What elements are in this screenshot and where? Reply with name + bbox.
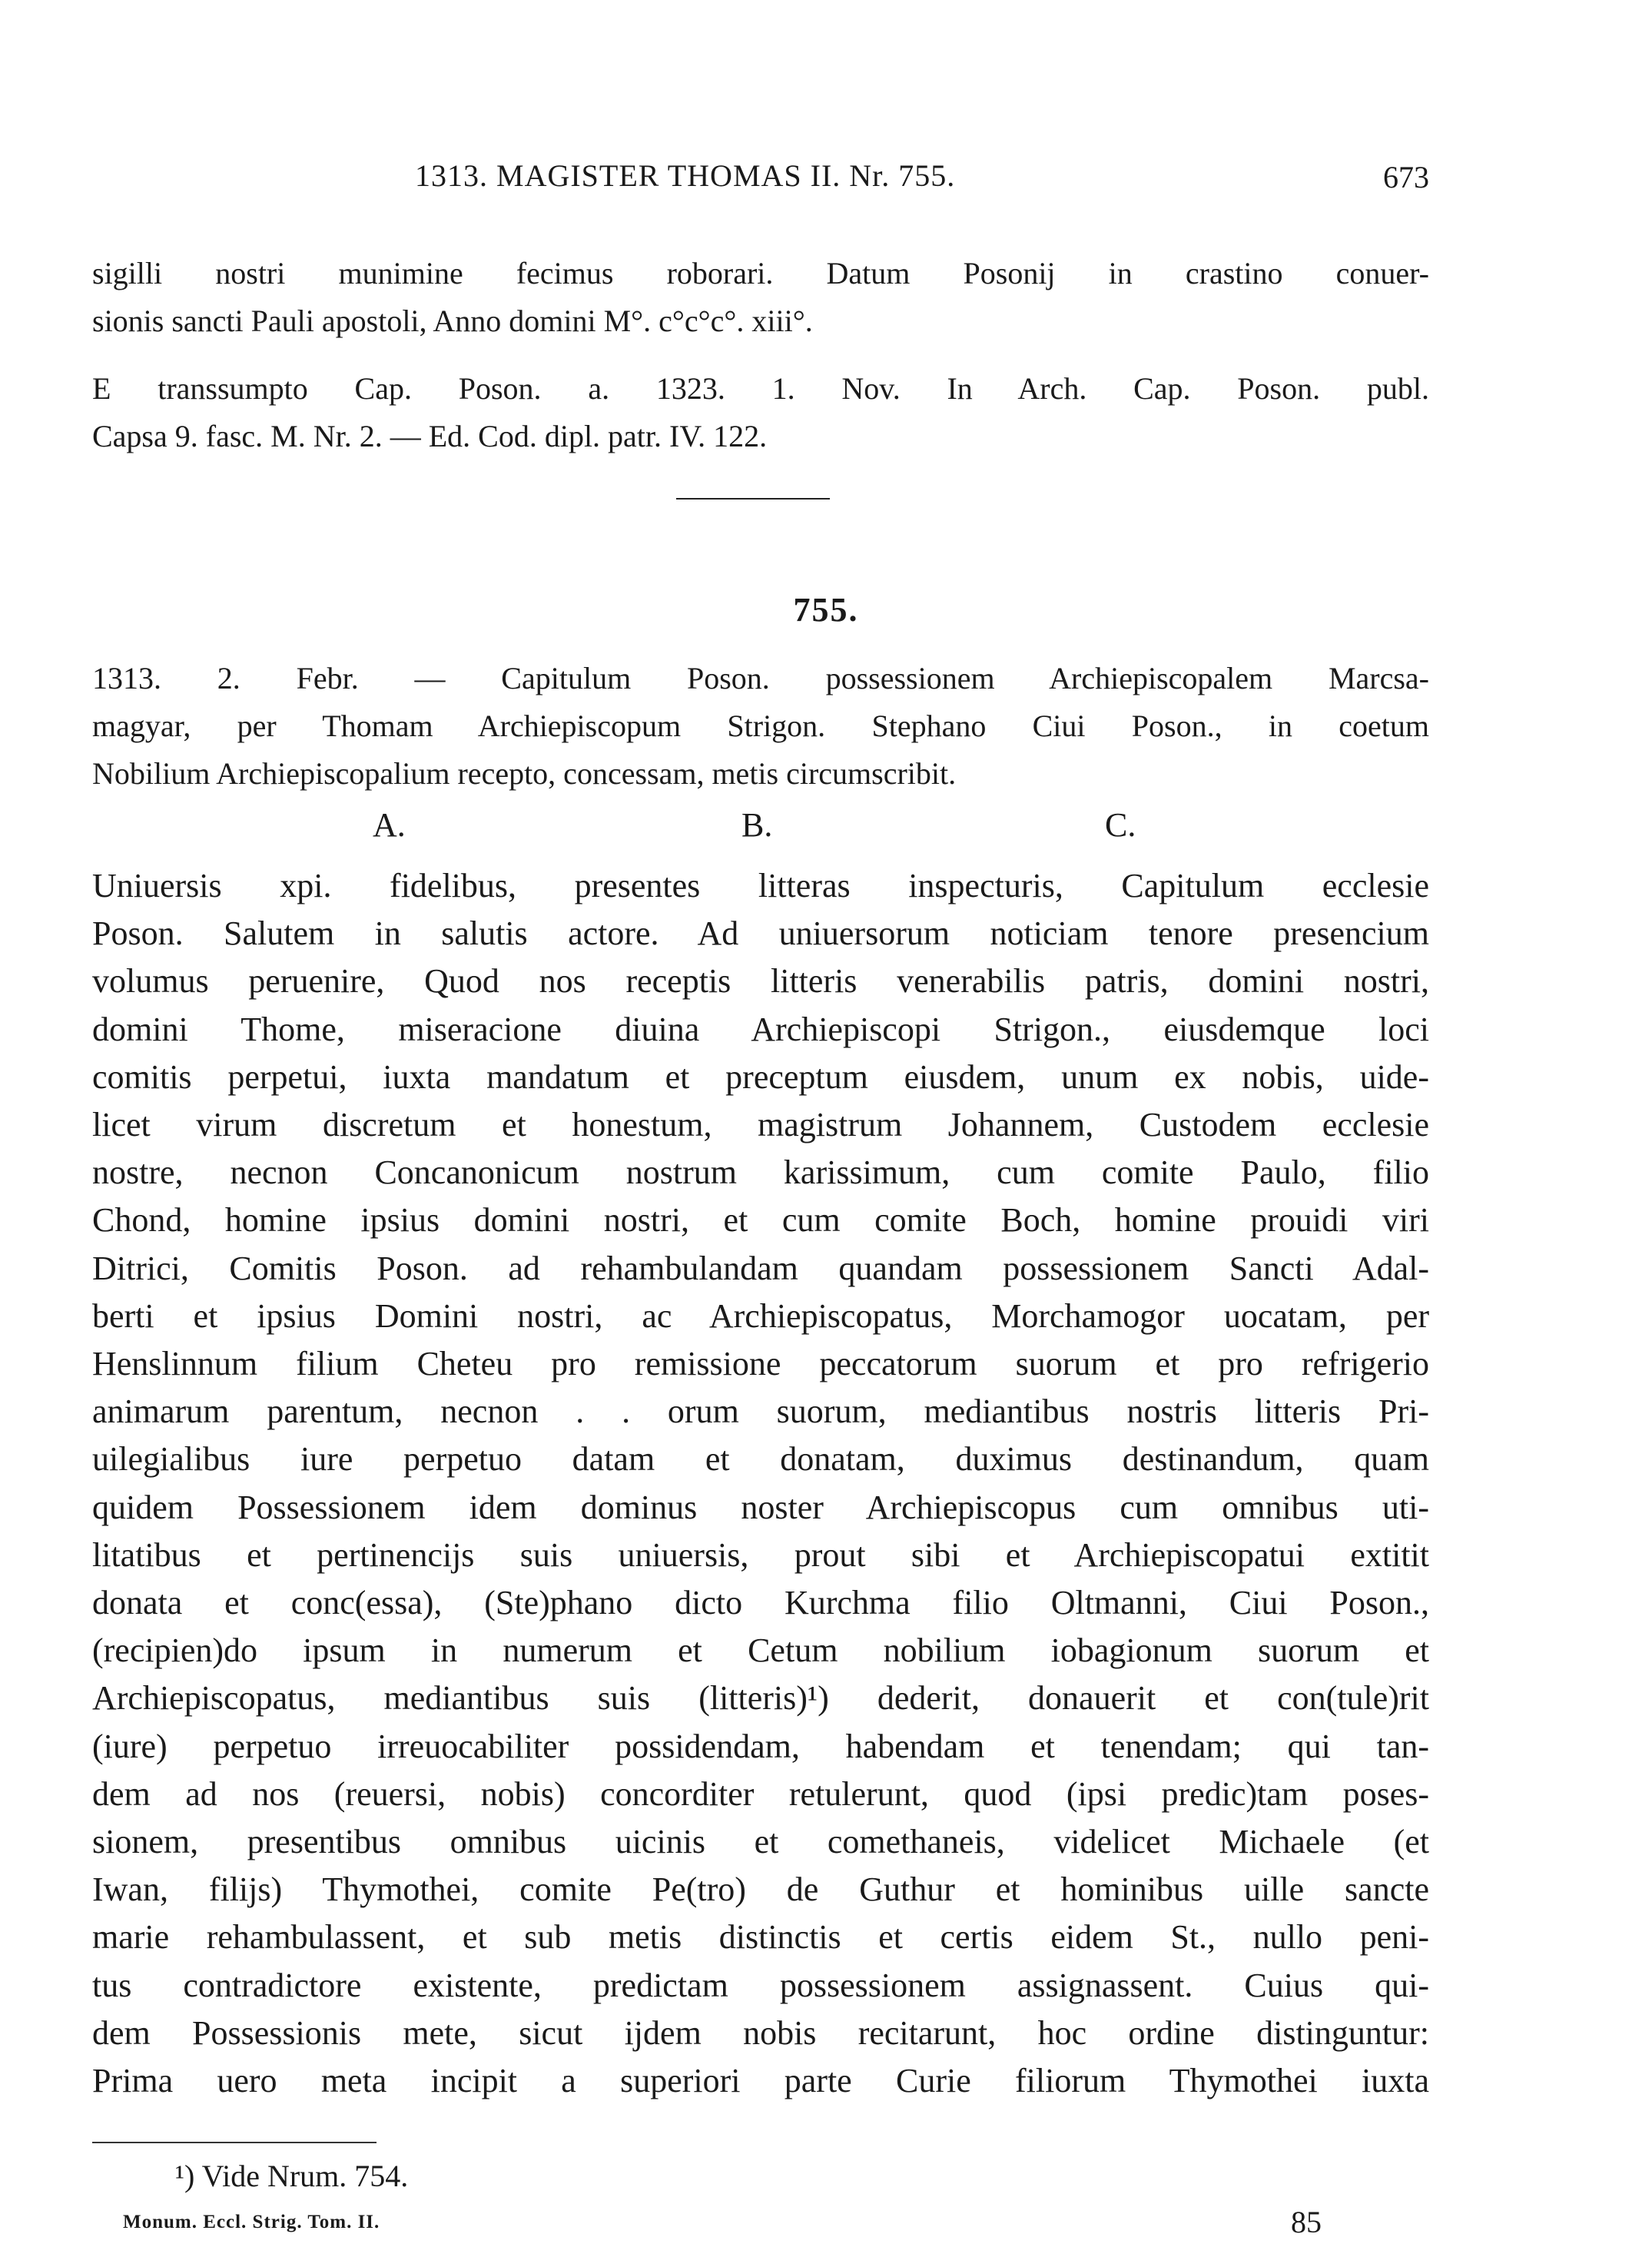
- regest: [92, 655, 1429, 798]
- text-line: animarum parentum, necnon . . orum suorum, mediantibus nostris litteris Pri-: [92, 1392, 1429, 1431]
- footnote-rule: [92, 2142, 377, 2143]
- text-line: Chond, homine ipsius domini nostri, et cum comite Boch, homine prouidi viri: [92, 1201, 1429, 1240]
- text-line: tus contradictore existente, predictam possessionem assignassent. Cuius qui-: [92, 1966, 1429, 2004]
- text-line: marie rehambulassent, et sub metis distinctis et certis eidem St., nullo peni-: [92, 1918, 1429, 1957]
- text-line: Uniuersis xpi. fidelibus, presentes litteras inspecturis, Capitulum ecclesie: [92, 867, 1429, 904]
- witness-label: C.: [1105, 806, 1136, 844]
- section-divider: [676, 498, 830, 500]
- continuation-text: [92, 250, 1429, 345]
- text-line: Prima uero meta incipit a superiori parte Curie filiorum Thymothei iuxta: [92, 2062, 1429, 2100]
- text-line: Poson. Salutem in salutis actore. Ad uniuersorum noticiam tenore presencium: [92, 914, 1429, 953]
- text-line: sionis sancti Pauli apostoli, Anno domini M°. c°c°c°. xiii°.: [92, 304, 813, 338]
- text-line: (recipien)do ipsum in numerum et Cetum nobilium iobagionum suorum et: [92, 1631, 1429, 1670]
- text-line: dem ad nos (reuersi, nobis) concorditer retulerunt, quod (ipsi predic)tam poses-: [92, 1774, 1429, 1813]
- text-line: Nobilium Archiepiscopalium recepto, concessam, metis circumscribit.: [92, 756, 957, 791]
- text-line: sigilli nostri munimine fecimus roborari. Datum Posonij in crastino conuer-: [92, 256, 1429, 290]
- text-line: uilegialibus iure perpetuo datam et donatam, duximus destinandum, quam: [92, 1440, 1429, 1479]
- footnote: [175, 2158, 408, 2194]
- folio-number: 85: [1291, 2205, 1322, 2239]
- text-line: quidem Possessionem idem dominus noster Archiepiscopus cum omnibus uti-: [92, 1488, 1429, 1526]
- text-line: Capsa 9. fasc. M. Nr. 2. — Ed. Cod. dipl. patr. IV. 122.: [92, 419, 768, 453]
- page-number: 673: [1383, 160, 1429, 194]
- text-line: Ditrici, Comitis Poson. ad rehambulandam quandam possessionem Sancti Adal-: [92, 1249, 1429, 1287]
- footnote-text: Vide Nrum. 754.: [201, 2159, 409, 2193]
- text-line: domini Thome, miseracione diuina Archiepiscopi Strigon., eiusdemque loci: [92, 1010, 1429, 1048]
- witness-label: B.: [741, 806, 773, 844]
- charter-body: [92, 862, 1429, 2105]
- text-line: litatibus et pertinencijs suis uniuersis, prout sibi et Archiepiscopatui extitit: [92, 1535, 1429, 1574]
- footnote-marker: ¹): [175, 2159, 195, 2193]
- source-note: [92, 365, 1429, 460]
- text-line: donata et conc(essa), (Ste)phano dicto Kurchma filio Oltmanni, Ciui Poson.,: [92, 1584, 1429, 1622]
- text-line: Archiepiscopatus, mediantibus suis (litteris)¹) dederit, donauerit et con(tule)rit: [92, 1679, 1429, 1718]
- text-line: sionem, presentibus omnibus uicinis et comethaneis, videlicet Michaele (et: [92, 1823, 1429, 1861]
- text-line: nostre, necnon Concanonicum nostrum karissimum, cum comite Paulo, filio: [92, 1153, 1429, 1192]
- text-line: comitis perpetui, iuxta mandatum et preceptum eiusdem, unum ex nobis, uide-: [92, 1057, 1429, 1096]
- text-line: magyar, per Thomam Archiepiscopum Strigon. Stephano Ciui Poson., in coetum: [92, 709, 1429, 743]
- text-line: licet virum discretum et honestum, magistrum Johannem, Custodem ecclesie: [92, 1106, 1429, 1144]
- text-line: berti et ipsius Domini nostri, ac Archiepiscopatus, Morchamogor uocatam, per: [92, 1296, 1429, 1335]
- text-line: Henslinnum filium Cheteu pro remissione peccatorum suorum et pro refrigerio: [92, 1345, 1429, 1383]
- text-line: (iure) perpetuo irreuocabiliter possidendam, habendam et tenendam; qui tan-: [92, 1727, 1429, 1765]
- document-number: 755.: [793, 591, 859, 629]
- running-title: 1313. MAGISTER THOMAS II. Nr. 755.: [415, 158, 956, 193]
- text-line: E transsumpto Cap. Poson. a. 1323. 1. Nov. In Arch. Cap. Poson. publ.: [92, 371, 1429, 406]
- text-line: 1313. 2. Febr. — Capitulum Poson. possessionem Archiepiscopalem Marcsa-: [92, 661, 1429, 695]
- text-line: dem Possessionis mete, sicut ijdem nobis recitarunt, hoc ordine distinguntur:: [92, 2013, 1429, 2052]
- signature-mark: Monum. Eccl. Strig. Tom. II.: [123, 2212, 380, 2232]
- text-line: Iwan, filijs) Thymothei, comite Pe(tro) de Guthur et hominibus uille sancte: [92, 1870, 1429, 1909]
- text-line: volumus peruenire, Quod nos receptis litteris venerabilis patris, domini nostri,: [92, 962, 1429, 1001]
- running-header: [92, 158, 1429, 204]
- witness-label: A.: [373, 806, 406, 844]
